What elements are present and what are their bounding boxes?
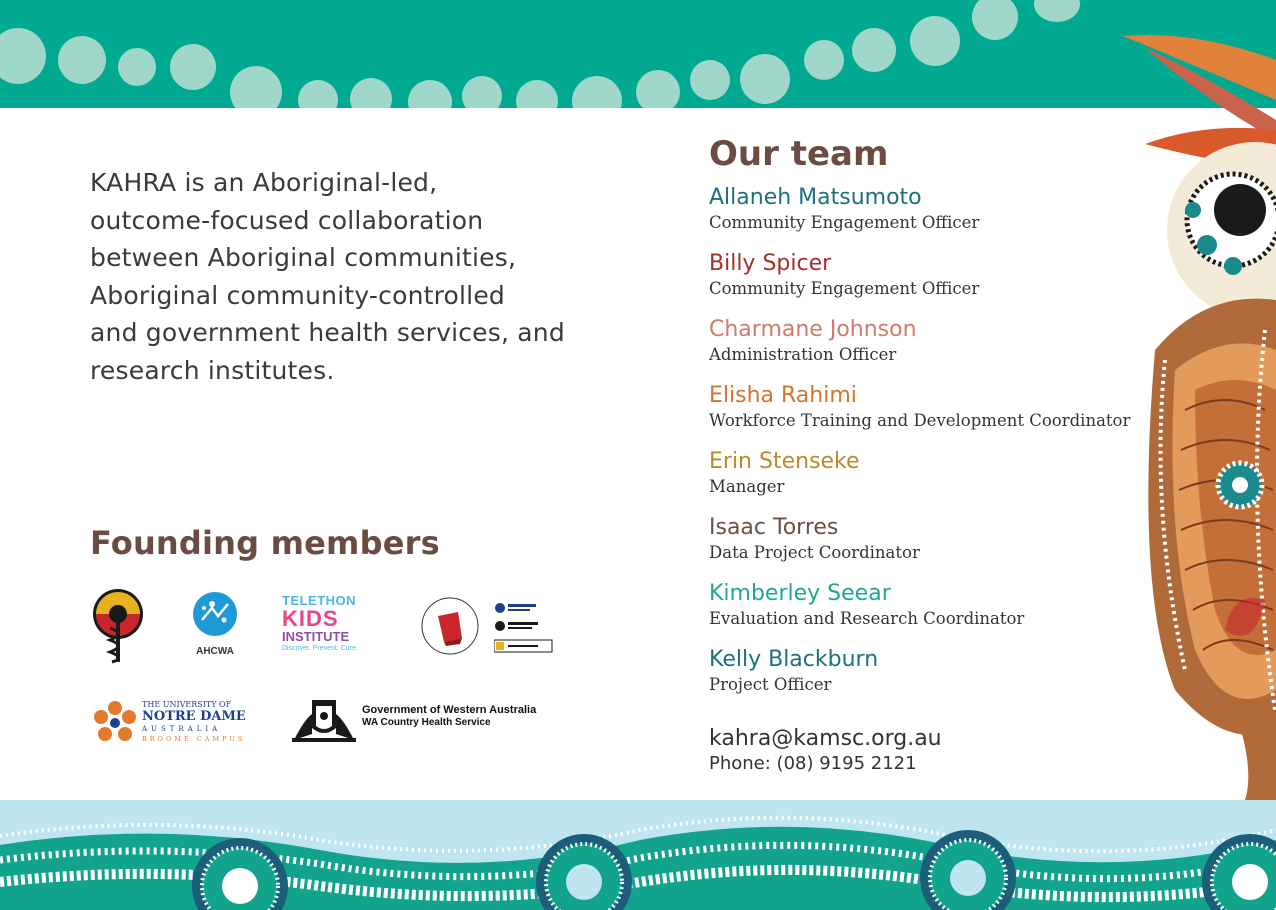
decorative-dot bbox=[690, 60, 730, 100]
decorative-dot bbox=[572, 76, 622, 108]
decorative-dot bbox=[740, 54, 790, 104]
team-member bbox=[709, 184, 1129, 250]
intro-line: between Aboriginal communities, bbox=[90, 243, 517, 272]
team-member-role: Community Engagement Officer bbox=[709, 213, 980, 232]
intro-line: research institutes. bbox=[90, 355, 335, 385]
decorative-dot bbox=[0, 28, 46, 84]
telethon-logo-line: KIDS bbox=[282, 606, 339, 631]
ahcwa-logo bbox=[188, 590, 242, 664]
team-member-role: Community Engagement Officer bbox=[709, 279, 980, 298]
rural-clinical-school-logo bbox=[418, 594, 482, 658]
our-team-heading: Our team bbox=[709, 134, 889, 174]
decorative-dot bbox=[170, 44, 216, 90]
team-member-role: Workforce Training and Development Coordinator bbox=[709, 411, 1131, 430]
founding-members-heading: Founding members bbox=[90, 524, 440, 562]
team-member-name: Allaneh Matsumoto bbox=[709, 185, 922, 210]
team-member bbox=[709, 316, 1129, 382]
team-member bbox=[709, 514, 1129, 580]
intro-line: KAHRA is an Aboriginal-led, bbox=[90, 168, 438, 197]
bottom-decorative-band bbox=[0, 800, 1276, 910]
team-member-name: Isaac Torres bbox=[709, 515, 839, 540]
wa-government-logo bbox=[290, 694, 560, 746]
team-member bbox=[709, 448, 1129, 514]
bird-artwork bbox=[1115, 30, 1276, 800]
telethon-logo-tagline: Discover. Prevent. Cure. bbox=[282, 645, 358, 652]
team-member-name: Erin Stenseke bbox=[709, 449, 860, 474]
team-member-name: Billy Spicer bbox=[709, 251, 832, 276]
telethon-logo-line: INSTITUTE bbox=[282, 629, 350, 644]
decorative-dot bbox=[118, 48, 156, 86]
intro-line: outcome-focused collaboration bbox=[90, 205, 484, 235]
team-member bbox=[709, 646, 1129, 712]
wa-government-line: Government of Western Australia bbox=[362, 704, 537, 716]
decorative-dot bbox=[298, 80, 338, 108]
contact-email[interactable]: kahra@kamsc.org.au bbox=[709, 726, 942, 751]
team-member bbox=[709, 250, 1129, 316]
notre-dame-line: AUSTRALIA bbox=[142, 725, 222, 733]
notre-dame-line: BROOME CAMPUS bbox=[142, 735, 246, 743]
team-member bbox=[709, 580, 1129, 646]
team-member-name: Elisha Rahimi bbox=[709, 383, 857, 408]
intro-line: and government health services, and bbox=[90, 318, 565, 347]
wa-government-text bbox=[362, 704, 536, 729]
notre-dame-line: THE UNIVERSITY OF bbox=[142, 700, 232, 709]
decorative-dot bbox=[972, 0, 1018, 40]
team-member-role: Project Officer bbox=[709, 675, 832, 694]
kams-logo bbox=[88, 588, 148, 666]
team-member-name: Kimberley Seear bbox=[709, 581, 891, 606]
decorative-dot bbox=[1034, 0, 1080, 22]
team-member-role: Data Project Coordinator bbox=[709, 543, 920, 562]
decorative-dot bbox=[636, 70, 680, 108]
notre-dame-line: NOTRE DAME bbox=[142, 709, 246, 724]
decorative-dot bbox=[408, 80, 452, 108]
telethon-kids-logo bbox=[282, 594, 368, 660]
decorative-dot bbox=[516, 80, 558, 108]
contact-phone: Phone: (08) 9195 2121 bbox=[709, 753, 917, 774]
team-member-role: Administration Officer bbox=[709, 345, 897, 364]
team-member-role: Manager bbox=[709, 477, 785, 496]
university-partners-logo bbox=[494, 600, 554, 654]
intro-line: Aboriginal community-controlled bbox=[90, 280, 505, 310]
team-member-role: Evaluation and Research Coordinator bbox=[709, 609, 1025, 628]
team-member-name: Charmane Johnson bbox=[709, 317, 917, 342]
decorative-dot bbox=[58, 36, 106, 84]
team-member-name: Kelly Blackburn bbox=[709, 647, 879, 672]
top-decorative-band bbox=[0, 0, 1276, 108]
ahcwa-logo-text: AHCWA bbox=[196, 646, 234, 657]
notre-dame-logo bbox=[92, 700, 252, 748]
contact-block bbox=[709, 726, 942, 776]
team-member bbox=[709, 382, 1129, 448]
notre-dame-text bbox=[142, 700, 252, 744]
telethon-logo-line: TELETHON bbox=[282, 593, 357, 608]
decorative-dot bbox=[230, 66, 282, 108]
decorative-dot bbox=[852, 28, 896, 72]
wa-country-health-line: WA Country Health Service bbox=[362, 717, 491, 728]
decorative-dot bbox=[804, 40, 844, 80]
team-list bbox=[709, 184, 1129, 712]
decorative-dot bbox=[462, 76, 502, 108]
intro-paragraph bbox=[90, 164, 570, 389]
decorative-dot bbox=[910, 16, 960, 66]
decorative-dot bbox=[350, 78, 392, 108]
